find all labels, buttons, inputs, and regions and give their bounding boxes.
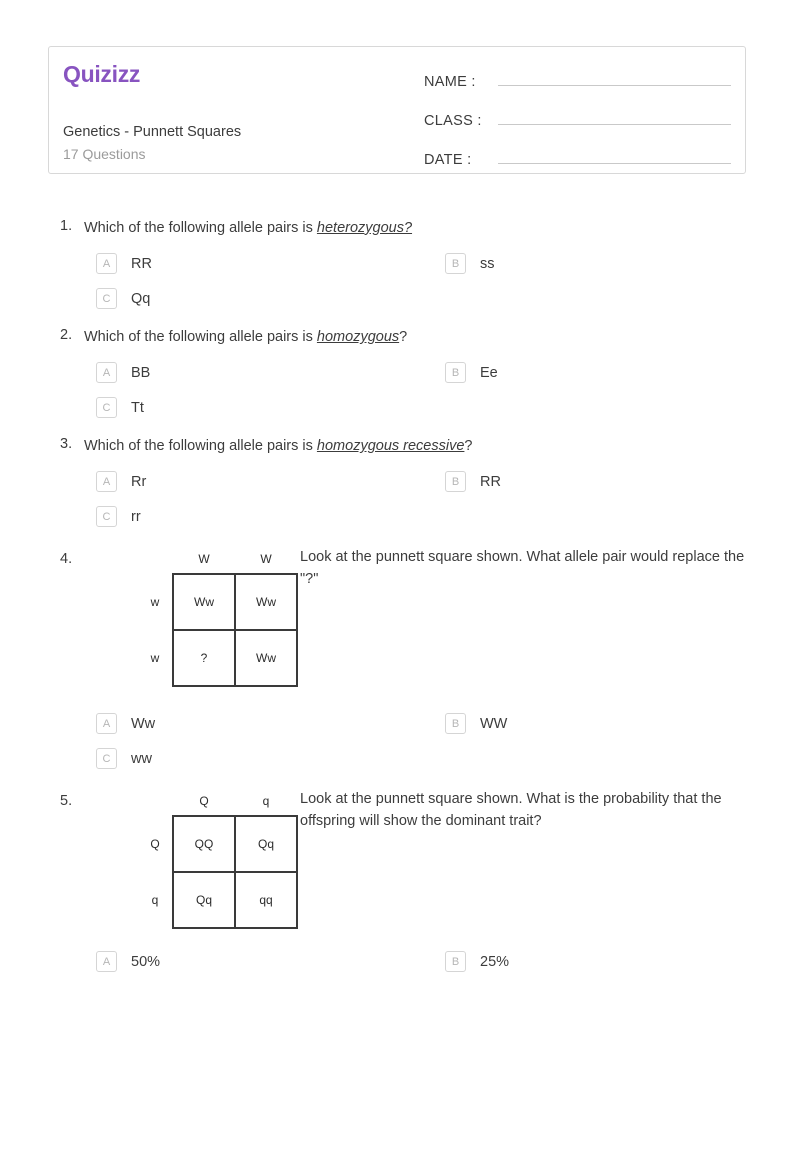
question-5-number: 5. — [60, 793, 73, 810]
option-letter: A — [96, 253, 117, 274]
date-label: DATE : — [424, 152, 472, 168]
option-letter: C — [96, 748, 117, 769]
punnett-cell-r2c2: qq — [235, 872, 297, 928]
option-letter: A — [96, 951, 117, 972]
option-text: RR — [131, 255, 152, 272]
option-letter: A — [96, 471, 117, 492]
option-text: Ee — [480, 364, 498, 381]
question-count: 17 Questions — [63, 146, 146, 162]
option-letter: C — [96, 397, 117, 418]
option-text: BB — [131, 364, 151, 381]
punnett-top-1: W — [198, 552, 210, 567]
punnett-cell-r1c1: QQ — [173, 816, 235, 872]
q3-part-1: homozygous recessive — [316, 438, 465, 455]
quizizz-logo: Quizizz — [63, 61, 141, 87]
class-field-row — [424, 108, 731, 129]
class-label: CLASS : — [424, 113, 482, 129]
question-5-text: Look at the punnett square shown. What is the probability that the offspring will show the dominant trait? — [300, 791, 722, 829]
option-a[interactable] — [48, 471, 397, 492]
option-text: WW — [480, 715, 508, 732]
question-2-head — [48, 327, 746, 348]
punnett-cell-r2c2: Ww — [235, 630, 297, 686]
q1-part-1: heterozygous? — [316, 220, 413, 236]
option-text: Rr — [131, 473, 147, 490]
option-c[interactable] — [48, 397, 397, 418]
option-text: Tt — [131, 399, 144, 416]
option-letter: A — [96, 713, 117, 734]
question-1-head — [48, 218, 746, 239]
question-3-options — [48, 471, 746, 541]
option-a[interactable] — [48, 362, 397, 383]
q2-part-2: ? — [399, 329, 408, 346]
option-c[interactable] — [48, 506, 397, 527]
option-a[interactable] — [48, 951, 397, 972]
question-1-text — [84, 218, 412, 239]
punnett-cell-r1c1: Ww — [173, 574, 235, 630]
punnett-square-4 — [84, 545, 300, 687]
question-3-head — [48, 436, 746, 457]
option-text: 25% — [480, 953, 510, 970]
name-input[interactable] — [498, 69, 731, 86]
question-4-options — [48, 713, 746, 783]
punnett-cell-r2c1: ? — [173, 630, 235, 686]
option-text: rr — [131, 508, 141, 525]
option-letter: B — [445, 713, 466, 734]
question-3-number: 3. — [60, 436, 73, 453]
question-1-options — [48, 253, 746, 323]
option-letter: B — [445, 362, 466, 383]
option-letter: B — [445, 951, 466, 972]
q3-part-2: ? — [464, 438, 473, 455]
question-1-number: 1. — [60, 218, 73, 234]
question-5-options — [48, 951, 746, 986]
punnett-side-2: q — [151, 893, 159, 908]
option-text: Qq — [131, 290, 151, 307]
question-2-options — [48, 362, 746, 432]
option-b[interactable] — [397, 253, 746, 274]
header-left — [49, 47, 404, 173]
option-b[interactable] — [397, 951, 746, 972]
questions-list — [48, 218, 746, 986]
punnett-top-2: W — [260, 552, 272, 567]
q2-part-0: Which of the following allele pairs is — [84, 329, 317, 346]
option-letter: B — [445, 471, 466, 492]
punnett-side-2: w — [150, 651, 160, 666]
option-b[interactable] — [397, 471, 746, 492]
question-4-number: 4. — [60, 551, 73, 568]
option-letter: B — [445, 253, 466, 274]
question-3-text — [84, 436, 473, 457]
worksheet-page — [0, 46, 794, 1169]
class-input[interactable] — [498, 108, 731, 125]
question-2-text — [84, 327, 407, 348]
option-b[interactable] — [397, 713, 746, 734]
punnett-top-1: Q — [199, 794, 209, 809]
question-5 — [48, 787, 746, 986]
option-c[interactable] — [48, 288, 397, 309]
punnett-side-1: w — [150, 595, 160, 610]
question-2-number: 2. — [60, 327, 73, 344]
question-1 — [48, 218, 746, 323]
name-label: NAME : — [424, 74, 476, 90]
worksheet-header — [48, 46, 746, 174]
option-letter: A — [96, 362, 117, 383]
question-4 — [48, 545, 746, 783]
name-field-row — [424, 69, 731, 90]
option-letter: C — [96, 288, 117, 309]
option-text: ss — [480, 255, 495, 272]
punnett-corner — [138, 787, 173, 816]
question-5-head — [48, 787, 746, 929]
q3-part-0: Which of the following allele pairs is — [84, 438, 317, 455]
question-4-text: Look at the punnett square shown. What allele pair would replace the "?" — [300, 549, 745, 587]
option-text: Ww — [131, 715, 156, 732]
punnett-cell-r1c2: Qq — [235, 816, 297, 872]
quiz-title: Genetics - Punnett Squares — [63, 124, 242, 140]
question-2 — [48, 327, 746, 432]
option-c[interactable] — [48, 748, 397, 769]
option-a[interactable] — [48, 713, 397, 734]
option-letter: C — [96, 506, 117, 527]
date-input[interactable] — [498, 147, 731, 164]
option-text: RR — [480, 473, 501, 490]
question-3 — [48, 436, 746, 541]
q1-part-0: Which of the following allele pairs is — [84, 220, 317, 236]
punnett-top-2: q — [262, 794, 270, 809]
punnett-side-1: Q — [150, 837, 160, 852]
q2-part-1: homozygous — [316, 329, 400, 346]
option-text: 50% — [131, 953, 161, 970]
punnett-square-5 — [84, 787, 300, 929]
option-text: ww — [131, 750, 152, 767]
date-field-row — [424, 147, 731, 168]
option-a[interactable] — [48, 253, 397, 274]
punnett-cell-r1c2: Ww — [235, 574, 297, 630]
punnett-cell-r2c1: Qq — [173, 872, 235, 928]
question-4-head — [48, 545, 746, 687]
option-b[interactable] — [397, 362, 746, 383]
punnett-corner — [138, 545, 173, 574]
header-fields — [404, 47, 745, 173]
